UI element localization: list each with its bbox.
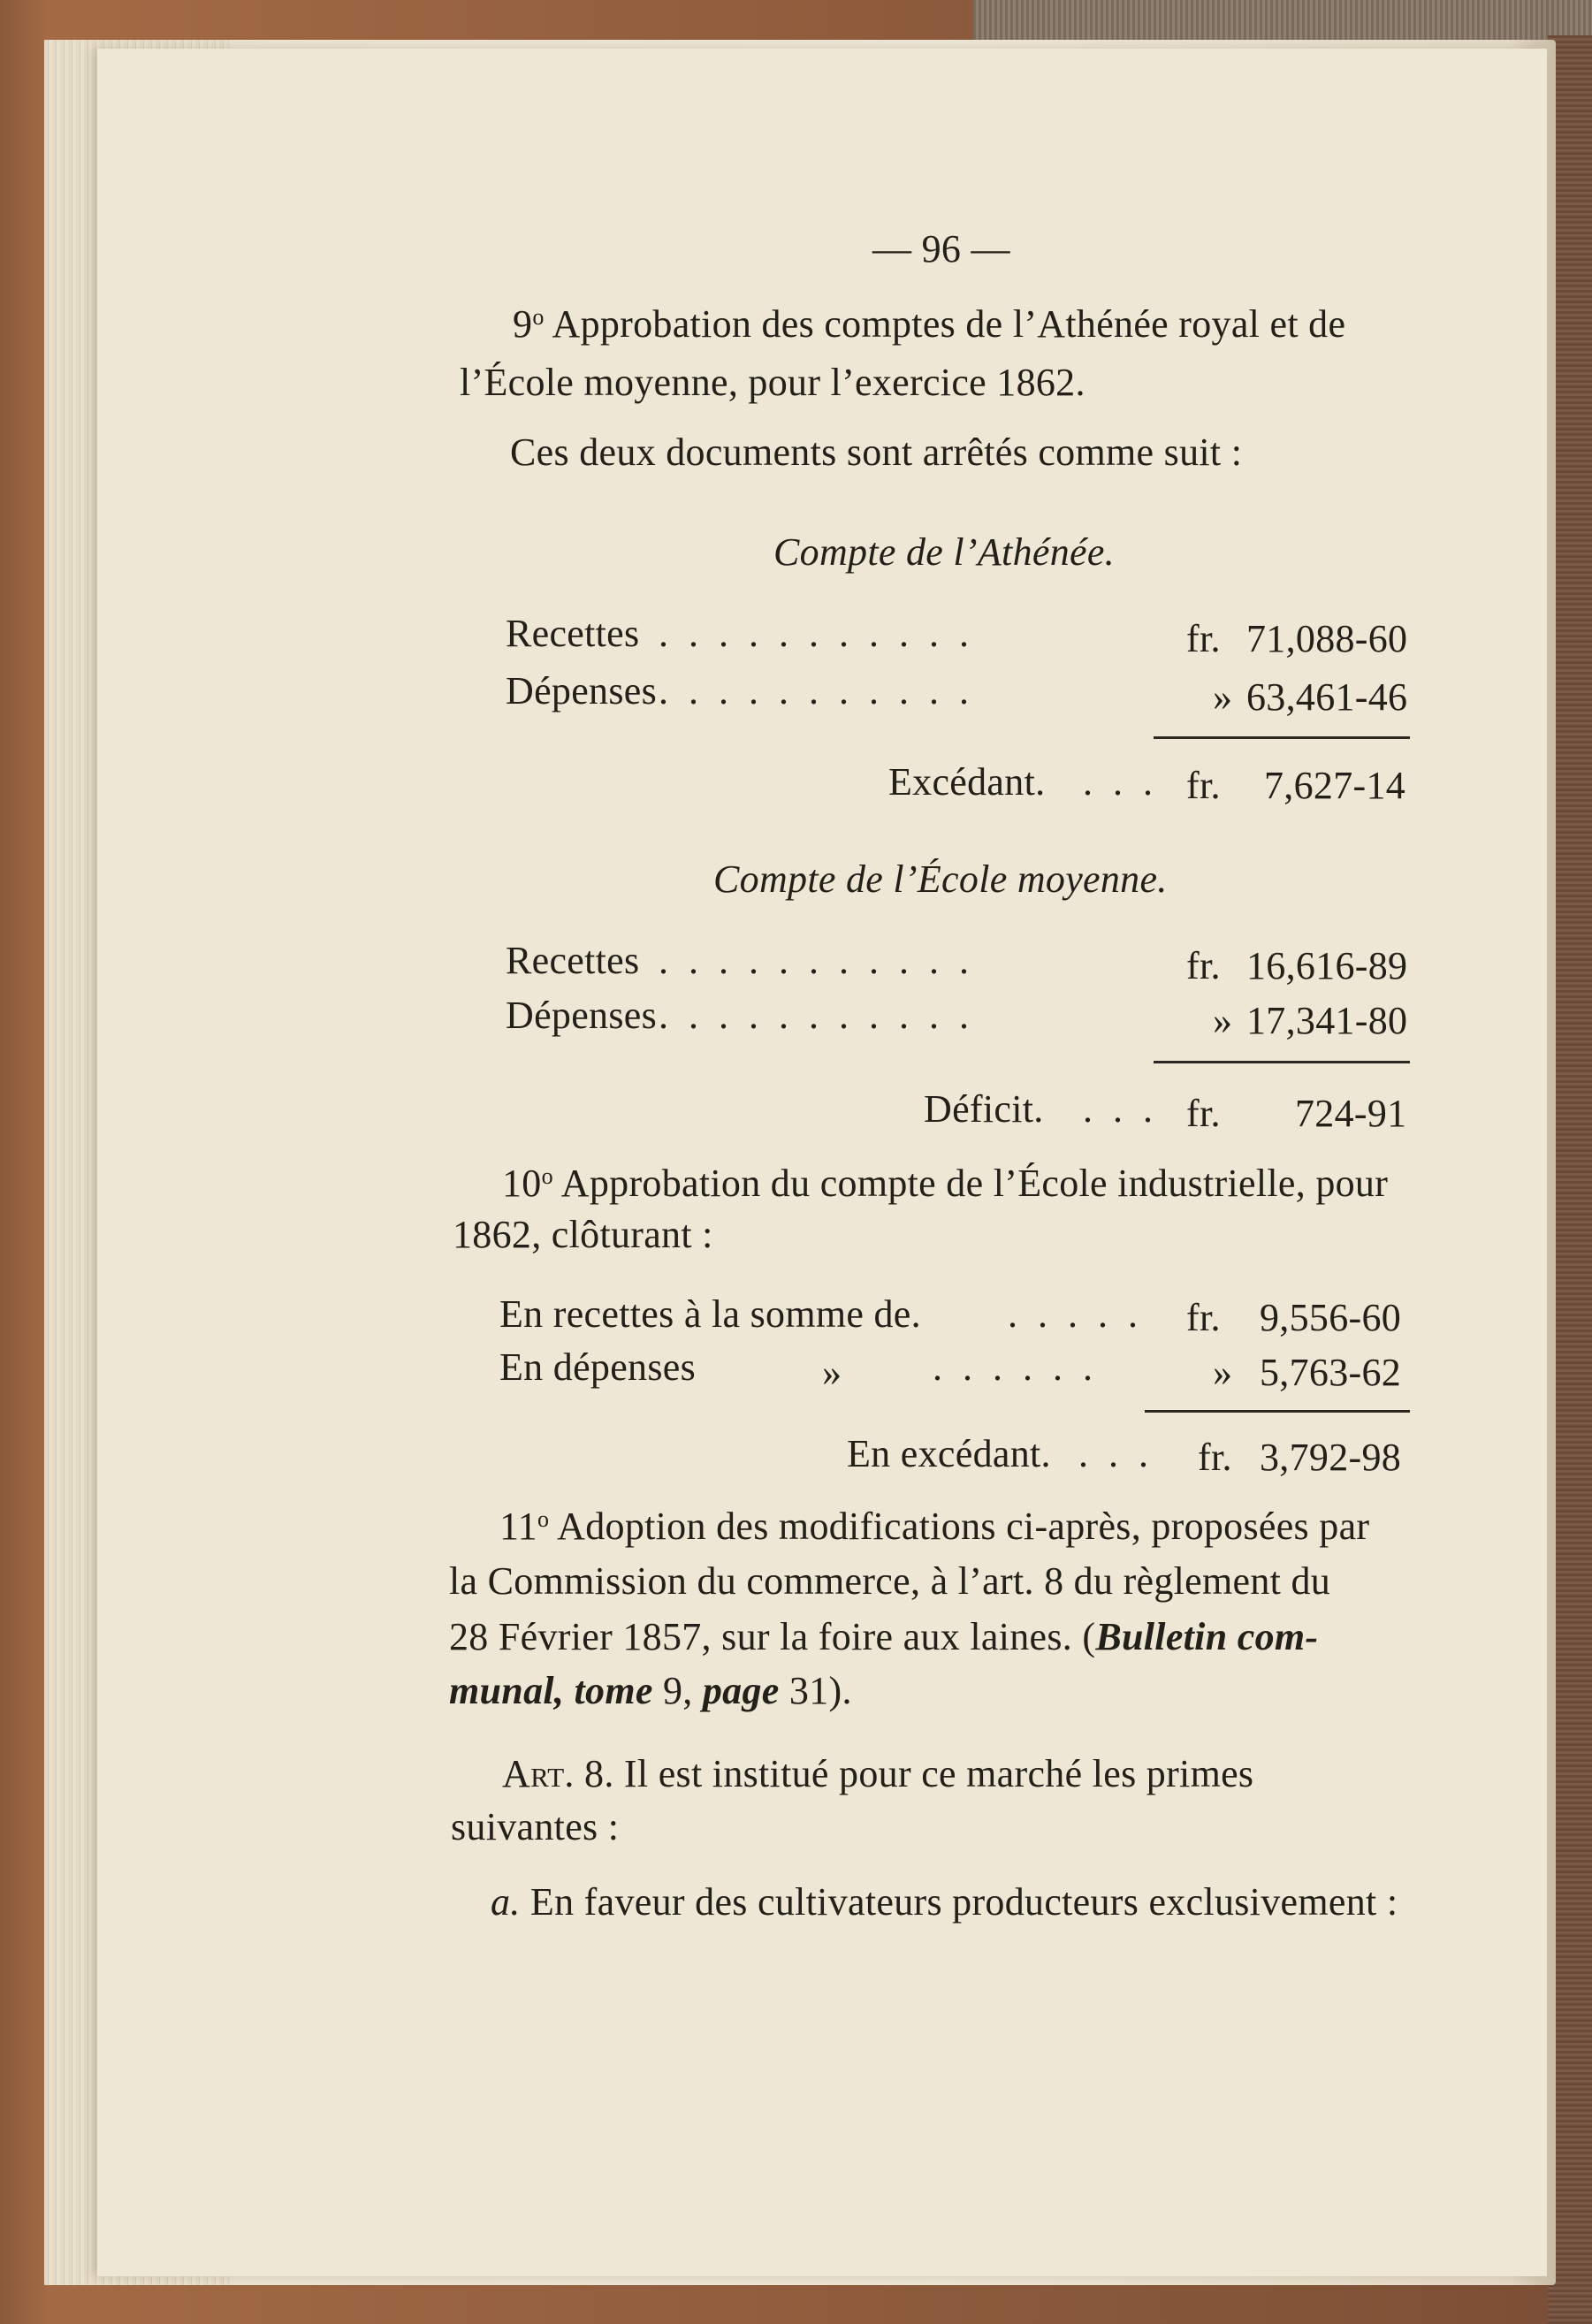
item10-total-leader: . . . [1078, 1432, 1154, 1475]
athenee-recettes-leader: . . . . . . . . . . . [659, 612, 974, 655]
article-item-a [491, 1880, 1398, 1924]
item11-number: 11 [499, 1505, 537, 1548]
item11-line2: la Commission du commerce, à l’art. 8 du règlement du [449, 1559, 1331, 1603]
ordinal-sup: o [541, 1163, 553, 1189]
item10-total-currency: fr. [1198, 1436, 1232, 1479]
athenee-recettes-label: Recettes [506, 612, 640, 655]
item10-depenses-currency: » [1213, 1351, 1233, 1394]
ecole-recettes-leader: . . . . . . . . . . . [659, 939, 974, 982]
bulletin-reference: Bulletin com- [1095, 1615, 1319, 1658]
ecole-total-amount: 724-91 [1295, 1092, 1407, 1135]
item10-recettes-currency: fr. [1186, 1296, 1221, 1339]
athenee-sum-rule [1154, 736, 1410, 739]
athenee-depenses-leader: . . . . . . . . . . . [659, 669, 974, 712]
item10-recettes-label: En recettes à la somme de. [499, 1292, 921, 1336]
item-a-label: a. [491, 1880, 521, 1924]
ecole-title: Compte de l’École moyenne. [713, 857, 1168, 901]
ecole-recettes-currency: fr. [1186, 944, 1221, 987]
item10-recettes-leader: . . . . . [1008, 1292, 1143, 1336]
athenee-title: Compte de l’Athénée. [773, 530, 1115, 574]
item11-line1-text: Adoption des modifications ci-après, proposées par [549, 1505, 1370, 1548]
article-line1-text: 8. Il est institué pour ce marché les primes [574, 1752, 1254, 1795]
athenee-total-amount: 7,627-14 [1264, 764, 1406, 807]
item-a-text: En faveur des cultivateurs producteurs exclusivement : [520, 1880, 1398, 1924]
item10-total-label: En excédant. [847, 1432, 1051, 1475]
ecole-recettes-amount: 16,616-89 [1246, 944, 1408, 987]
communal-tome-label: munal, tome [449, 1669, 653, 1712]
item9-line3: Ces deux documents sont arrêtés comme suit : [510, 431, 1243, 474]
item9-line2: l’École moyenne, pour l’exercice 1862. [460, 361, 1085, 404]
ordinal-sup: o [532, 304, 545, 330]
athenee-recettes-currency: fr. [1186, 617, 1221, 660]
article-line1 [502, 1752, 1254, 1795]
item10-depenses-ditto: » [822, 1351, 842, 1394]
item11-line4 [449, 1669, 852, 1712]
ecole-total-currency: fr. [1186, 1092, 1221, 1135]
page-label: page [702, 1669, 780, 1712]
item11-line3 [449, 1615, 1319, 1658]
ecole-depenses-leader: . . . . . . . . . . . [659, 994, 974, 1037]
athenee-depenses-currency: » [1213, 675, 1233, 719]
item10-depenses-amount: 5,763-62 [1260, 1351, 1402, 1394]
item9-line1-text: Approbation des comptes de l’Athénée royal et de [544, 302, 1346, 346]
article-line2: suivantes : [451, 1805, 620, 1848]
athenee-total-currency: fr. [1186, 764, 1221, 807]
page-ref-number: 31). [779, 1669, 852, 1712]
item10-recettes-amount: 9,556-60 [1260, 1296, 1402, 1339]
article-label: Art. [502, 1752, 575, 1795]
athenee-depenses-amount: 63,461-46 [1246, 675, 1408, 719]
item10-depenses-leader: . . . . . . [933, 1345, 1098, 1389]
ecole-depenses-amount: 17,341-80 [1246, 999, 1408, 1042]
athenee-total-label: Excédant. [888, 760, 1046, 804]
item10-line2: 1862, clôturant : [453, 1213, 713, 1256]
athenee-total-leader: . . . [1083, 760, 1158, 804]
ordinal-sup: o [537, 1506, 550, 1532]
item9-number: 9 [513, 302, 533, 346]
ecole-sum-rule [1154, 1061, 1410, 1063]
item10-line1-text: Approbation du compte de l’École industrielle, pour [552, 1162, 1389, 1205]
ecole-total-label: Déficit. [924, 1087, 1044, 1131]
athenee-recettes-amount: 71,088-60 [1246, 617, 1408, 660]
tome-number: 9, [652, 1669, 703, 1712]
item10-sum-rule [1145, 1410, 1410, 1413]
item10-total-amount: 3,792-98 [1260, 1436, 1402, 1479]
item11-line3-text: 28 Février 1857, sur la foire aux laines. ( [449, 1615, 1096, 1658]
athenee-depenses-label: Dépenses [506, 669, 658, 712]
ecole-depenses-currency: » [1213, 999, 1233, 1042]
item10-number: 10 [502, 1162, 542, 1205]
item10-depenses-label: En dépenses [499, 1345, 697, 1389]
item9-line1 [513, 302, 1346, 346]
item10-line1 [502, 1164, 1388, 1203]
ecole-depenses-label: Dépenses [506, 994, 658, 1037]
ecole-total-leader: . . . [1083, 1087, 1158, 1131]
page-number: — 96 — [872, 227, 1010, 270]
ecole-recettes-label: Recettes [506, 939, 640, 982]
book-page [97, 49, 1547, 2276]
item11-line1 [499, 1507, 1369, 1546]
